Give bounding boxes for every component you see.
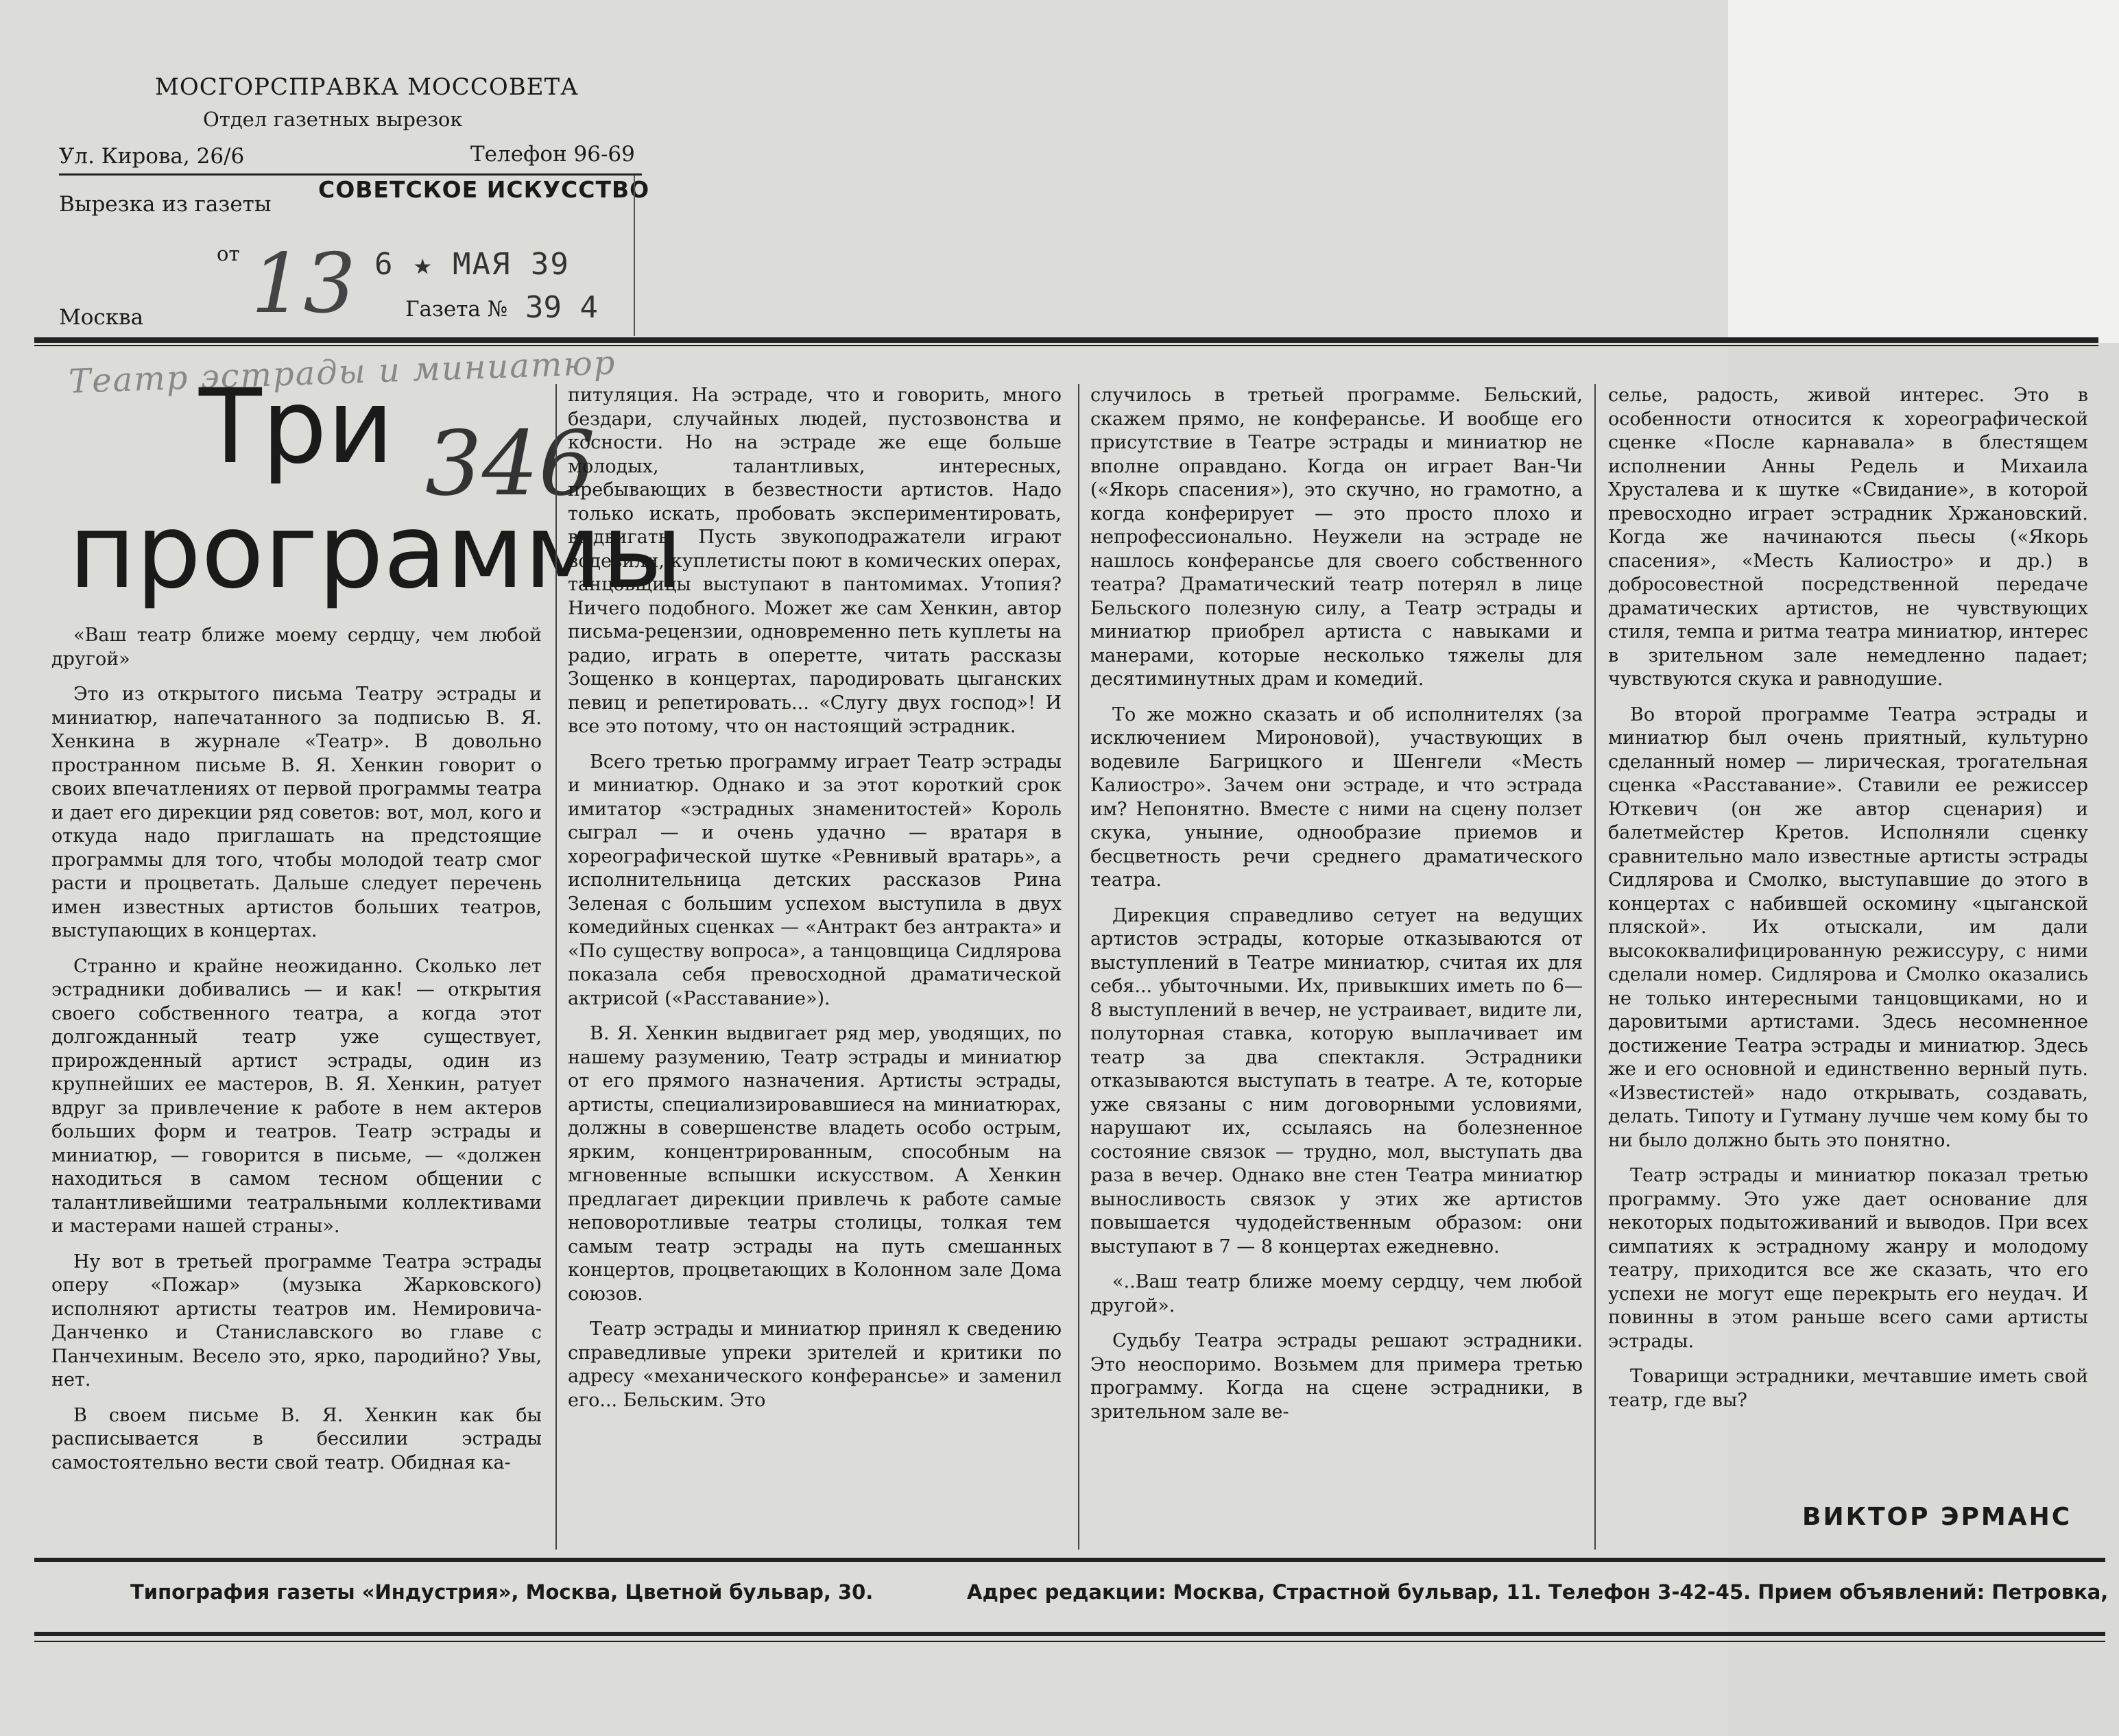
- top-rule-thin: [34, 345, 2098, 346]
- paragraph: Во второй программе Театра эстрады и миниатюр был очень приятный, культурно сделанный номер — лирическая, трогательная сценка «Расставание». Ставили ее режиссер Юткевич (он же автор сценария) и балетмейстер Кретов. Исполняли сценку сравнительно мало известные артисты эстрады Сидлярова и Смолко, выступавшие до этого в концертах с набившей оскомину «цыганской пляской». Их отыскали, им дали высококвалифицированную режиссуру, с ними сделали номер. Сидлярова и Смолко оказались не только интересными танцовщиками, но и даровитыми артистами. Здесь несомненное достижение Театра эстрады и миниатюр. Здесь же и его основной и единственно верный путь. «Известистей» надо открывать, создавать, делать. Типоту и Гутману лучше чем кому бы то ни было должно быть это понятно.: [1608, 703, 2088, 1151]
- stamp-issue-number: 39 4: [525, 290, 598, 325]
- stamp-issue-label: Газета №: [405, 297, 508, 322]
- bottom-rule-thin: [34, 1641, 2105, 1642]
- headline-line-1: Три: [199, 367, 394, 487]
- bottom-rule: [34, 1558, 2105, 1562]
- stamp-border: [634, 175, 635, 336]
- stamp-org: МОСГОРСПРАВКА МОССОВЕТА: [155, 73, 579, 101]
- stamp-newspaper-name: СОВЕТСКОЕ ИСКУССТВО: [318, 176, 650, 203]
- blank-margin: [1728, 0, 2119, 343]
- footer-editorial: Адрес редакции: Москва, Страстной бульвар, 11. Телефон 3-42-45. Прием объявлений: Петровка,: [967, 1580, 2109, 1604]
- stamp-phone: Телефон 96-69: [470, 142, 635, 167]
- paragraph: «..Ваш театр ближе моему сердцу, чем любой другой».: [1090, 1271, 1583, 1316]
- paragraph: «Ваш театр ближе моему сердцу, чем любой другой»: [51, 625, 542, 670]
- paragraph: Всего третью программу играет Театр эстрады и миниатюр. Однако и за этот короткий срок имитатор «эстрадных знаменитостей» Король сыграл — и очень удачно — вратаря в хореографической шутке «Ревнивый вратарь», а исполнительница детских рассказов Рина Зеленая с большим успехом выступила в двух комедийных сценках — «Антракт без антракта» и «По существу вопроса», а танцовщица Сидлярова показала себя превосходной драматической актрисой («Расставание»).: [568, 751, 1062, 1009]
- stamp-address: Ул. Кирова, 26/6: [59, 144, 245, 169]
- paragraph: Товарищи эстрадники, мечтавшие иметь свой театр, где вы?: [1608, 1366, 2088, 1411]
- column-separator: [555, 384, 557, 1550]
- stamp-date: 6 ★ МАЯ 39: [374, 247, 570, 282]
- paragraph: В своем письме В. Я. Хенкин как бы расписывается в бессилии эстрады самостоятельно вести свой театр. Обидная ка-: [51, 1404, 542, 1473]
- handwritten-number: 346: [425, 411, 596, 516]
- paragraph: питуляция. На эстраде, что и говорить, много бездари, случайных людей, пустозвонства и косности. Но на эстраде же еще больше молодых, талантливых, интересных, пребывающих в безвестности артистов. Надо только искать, пробовать экспериментировать, выдвигать. Пусть звукоподражатели играют водевили, куплетисты поют в комических операх, танцовщицы выступают в пантомимах. Утопия? Ничего подобного. Может же сам Хенкин, автор письма-рецензии, одновременно петь куплеты на радио, играть в оперетте, читать рассказы Зощенко в концертах, пародировать цыганских певиц и репетировать... «Слугу двух господ»! И все это потому, что он настоящий эстрадник.: [568, 385, 1062, 737]
- paragraph: Судьбу Театра эстрады решают эстрадники. Это неоспоримо. Возьмем для примера третью программу. Когда на сцене эстрадники, в зрительном зале ве-: [1090, 1330, 1583, 1423]
- footer-printer: Типография газеты «Индустрия», Москва, Цветной бульвар, 30.: [130, 1580, 874, 1604]
- column-separator: [1594, 384, 1596, 1550]
- paragraph: Странно и крайне неожиданно. Сколько лет эстрадники добивались — и как! — открытия своего собственного театра, а когда этот долгожданный театр уже существует, прирожденный артист эстрады, один из крупнейших ее мастеров, В. Я. Хенкин, ратует вдруг за привлечение к работе в нем актеров больших форм и театров. Театр эстрады и миниатюр, — говорится в письме, — «должен находиться в самом тесном общении с талантливейшими театральными коллективами и мастерами нашей страны».: [51, 955, 542, 1237]
- stamp-cut-label: Вырезка из газеты: [59, 192, 272, 217]
- paragraph: случилось в третьей программе. Бельский, скажем прямо, не конферансье. И вообще его присутствие в Театре эстрады и миниатюр не вполне оправдано. Когда он играет Ван-Чи («Якорь спасения»), это скучно, но грамотно, а когда конферирует — это просто плохо и непрофессионально. Неужели на эстраде не нашлось конферансье для своего собственного театра? Драматический театр потерял в лице Бельского полезную силу, а Театр эстрады и миниатюр приобрел артиста с навыками и манерами, которые несколько тяжелы для десятиминутных драм и комедий.: [1090, 385, 1583, 690]
- author-byline: ВИКТОР ЭРМАНС: [1802, 1503, 2072, 1531]
- paragraph: Дирекция справедливо сетует на ведущих артистов эстрады, которые отказываются от выступлений в Театре миниатюр, считая их для себя... убыточными. Их, привыкших иметь по 6—8 выступлений в вечер, не устраивает, видите ли, полуторная ставка, которую выплачивает им театр за два спектакля. Эстрадники отказываются выступать в театре. А те, которые уже связаны с ним договорными условиями, нарушают их, ссылаясь на болезненное состояние связок — трудно, мол, выступать два раза в вечер. Однако вне стен Театра миниатюр выносливость связок у этих же артистов повышается чудодейственным образом: они выступают в 7 — 8 концертах ежедневно.: [1090, 904, 1583, 1257]
- article-column-2: [568, 384, 1062, 1412]
- top-rule: [34, 337, 2098, 343]
- stamp-rule: [59, 173, 642, 176]
- pencil-note: Театр эстрады и миниатюр: [68, 343, 617, 401]
- handwritten-date: 13: [251, 237, 356, 332]
- paragraph: Это из открытого письма Театру эстрады и миниатюр, напечатанного за подписью В. Я. Хенкина в журнале «Театр». В довольно пространном письме В. Я. Хенкин говорит о своих впечатлениях от первой программы театра и дает его дирекции ряд советов: вот, мол, кого и откуда надо приглашать на предстоящие программы для того, чтобы молодой театр смог расти и процветать. Дальше следует перечень имен известных артистов больших театров, выступающих в концертах.: [51, 684, 542, 941]
- stamp-city: Москва: [59, 305, 144, 330]
- clipping-stamp: [59, 65, 650, 336]
- paragraph: Театр эстрады и миниатюр принял к сведению справедливые упреки зрителей и критики по адресу «механического конферансье» и заменил его... Бельским. Это: [568, 1318, 1062, 1411]
- article-column-1: [51, 624, 542, 1475]
- paragraph: Театр эстрады и миниатюр показал третью программу. Это уже дает основание для некоторых подытоживаний и выводов. При всех симпатиях к эстрадному жанру и молодому театру, приходится все же сказать, что его успехи не могут еще перекрыть его неудач. И повинны в этом раньше всего сами артисты эстрады.: [1608, 1165, 2088, 1352]
- paragraph: селье, радость, живой интерес. Это в особенности относится к хореографической сценке «После карнавала» в блестящем исполнении Анны Редель и Михаила Хрусталева и к шутке «Свидание», в которой превосходно играет эстрадник Хржановский. Когда же начинаются пьесы («Якорь спасения», «Месть Калиостро» и др.) в добросовестной посредственной передаче драматических артистов, не чувствующих стиля, темпа и ритма театра миниатюр, интерес в зрительном зале немедленно падает; чувствуются скука и равнодушие.: [1608, 385, 2088, 690]
- paragraph: В. Я. Хенкин выдвигает ряд мер, уводящих, по нашему разумению, Театр эстрады и миниатюр от его прямого назначения. Артисты эстрады, артисты, специализировавшиеся на миниатюрах, должны в совершенстве владеть особо острым, ярким, концентрированным, способным на мгновенные вспышки искусством. А Хенкин предлагает дирекции привлечь к работе самые неповоротливые театры столицы, толкая тем самым театр эстрады на путь смешанных концертов, процветающих в Колонном зале Дома союзов.: [568, 1023, 1062, 1305]
- stamp-dept: Отдел газетных вырезок: [203, 108, 463, 131]
- stamp-from-label: от: [217, 242, 240, 265]
- paragraph: То же можно сказать и об исполнителях (за исключением Мироновой), участвующих в водевиле Багрицкого и Шенгели «Месть Калиостро». Зачем они эстраде, и что эстрада им? Непонятно. Вместе с ними на сцену ползет скука, уныние, однообразие приемов и бесцветность речи среднего драматического театра.: [1090, 703, 1583, 891]
- bottom-rule-2: [34, 1632, 2105, 1636]
- headline-line-2: программы: [69, 492, 683, 612]
- article-column-3: [1090, 384, 1583, 1424]
- column-separator: [1078, 384, 1079, 1550]
- paragraph: Ну вот в третьей программе Театра эстрады оперу «Пожар» (музыка Жарковского) исполняют артисты театров им. Немировича-Данченко и Станиславского во главе с Панчехиным. Весело это, ярко, пародийно? Увы, нет.: [51, 1251, 542, 1390]
- article-column-4: [1608, 384, 2088, 1412]
